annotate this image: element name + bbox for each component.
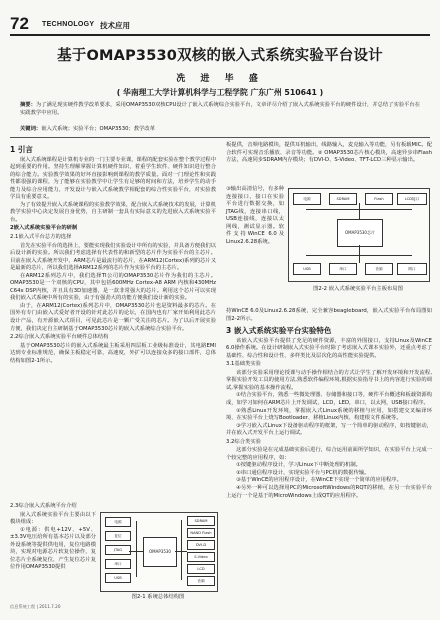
subsection-heading: 3.2综合类实验 bbox=[226, 438, 261, 445]
fig2-block: SDRAM bbox=[329, 193, 357, 205]
fig2-connector bbox=[306, 209, 412, 210]
abstract-text: 为了满足现实硬件教学改革要求，采用OMAP3530双核CPU设计了嵌入式系统综合实验平台，文章详尽介绍了嵌入式系统实验平台的硬件设计，并总结了实验平台在实践教学中应用。 bbox=[20, 102, 421, 116]
fig1-left-block: 串口 bbox=[105, 559, 131, 569]
keywords bbox=[20, 126, 420, 134]
right-column-bottom bbox=[226, 308, 432, 500]
paragraph: 在ARM12系列芯片中，我们选择TI公司的OMAP3530芯片作为我们的主芯片。OMAP3530是一个双核的CPU，其中包括600MHz Cortex-A8 ARM 内核和430MHz C64x DSP内核，并且具有3D加速器，是一款非常强大的芯片。利用这个芯片可以实现我们嵌入式系统中所有的实验，由于有强劲大的功能方便我们设计新的实验。 bbox=[10, 272, 216, 302]
paragraph: ①结合实验平台，熟悉一些微处理器、存储器和接口等，硬件平台概述和板载资源构成，如学习如何在ARM芯片上开发调试，LCD，LED，串口，以太网，USB接口程序。 bbox=[226, 392, 432, 407]
fig2-block: 串口 bbox=[329, 263, 357, 275]
abstract-label: 摘要： bbox=[20, 102, 36, 108]
fig2-block: 网口 bbox=[397, 263, 427, 275]
left-column-lower bbox=[10, 502, 96, 572]
paragraph: 该部分实验采用理论授课与动手操作相结合的方式让学生了解开发环境和开发流程,掌握实验开发工具的使用方法,熟悉软件编程环境,根据实验指导书上的内容进行实验的调试,掌握实验的基本操作流程。 bbox=[226, 369, 432, 391]
paper-title: 基于OMAP3530双核的嵌入式系统实验平台设计 bbox=[57, 48, 383, 64]
fig1-right-block: DVI-D bbox=[187, 540, 215, 550]
fig1-right-block: LCD bbox=[187, 564, 215, 574]
fig1-left-block: USB bbox=[105, 573, 131, 583]
fig1-right-block: NAND Flash bbox=[187, 528, 215, 538]
fig2-connector bbox=[359, 245, 360, 263]
paragraph: 由于，在ARM12(Cortex)系列芯片中，OMAP3530芯片也是资料最多的芯片。在国外有专门由嵌入式爱好者开设的针对此芯片的论坛，在国内也有厂家开始利用此芯片设计产品，有开源嵌入式项目，可见此芯片是一颗广受关注的芯片。为了以后开展实验方便，我们决定自主研制基于OMAP3530芯片的嵌入式系统综合实验平台。 bbox=[10, 302, 216, 332]
abstract bbox=[20, 102, 420, 117]
paragraph: ①电源：供电+12V、+5V、±3.3V电压给所有基本芯片以及部分外设系统等提供供电用，复位电路模块，实现对电源芯片软复位操作，复位芯片全系统复位，产生复位芯片复位作用OMAP3530提供 bbox=[10, 526, 96, 571]
paragraph: 嵌入式系统课程是计算机专业的一门主要专业课，课程的配套实验在整个教学过程中起到重要的作用。坚持生理解掌握计算机硬件知识，着重学生软件、硬件知识进行整合的综合能力。实验教学效果的好坏直接影响到课程的教学质量。面对一门理论性和实践性都很强的课程，为了能够在实验教学中让学生有足够的时间和方法，培养学生的动手能力及综合应用能力，开发设计与嵌入式系统教学相配套的综合性实验平台，对实验教学具有重要意义。 bbox=[10, 156, 216, 201]
section-heading: 3 嵌入式系统实验平台实验特色 bbox=[226, 326, 332, 336]
fig2-block: LCD接口 bbox=[397, 193, 427, 205]
fig1-right-block: SDRAM bbox=[187, 516, 215, 526]
paragraph: ③输出高清信号，有多种连接接口，接口在实验平台进行数据交换，如JTAG线，连接串口线，USB连接线，连接以太网线，测试显示器。软件支持WinCE 6.0及Linux2.6.28系统。 bbox=[226, 186, 284, 245]
fig1-center-block: OMAP3530 bbox=[143, 537, 177, 567]
paragraph: 基于OMAP3530芯片的嵌入式系统最主板采用四层板工业级标准设计，其电路EMI达到专业标准规范，确保主板稳定可靠，高速度，外扩可以连接众多的接口部件，总体结构如图2-1所示。 bbox=[10, 342, 216, 364]
section-heading: 2嵌入式系统实验平台的研制 bbox=[10, 225, 78, 232]
fig2-center-block: OMAP3530芯片 bbox=[337, 219, 383, 247]
paragraph: ①按键驱动程序设计，学习Linux下中断处理的机制。 bbox=[236, 462, 361, 469]
right-column-side bbox=[226, 186, 284, 246]
affiliation: ( 华南理工大学计算机科学与工程学院 广东广州 510641 ) bbox=[116, 88, 324, 97]
fig2-connector bbox=[359, 203, 360, 219]
paragraph: 板提供，音频电路模块，提供耳机输出，线路输入，麦克输入等功能，另有板载MIC。配合软件可实现音乐播放、录音等功能。② OMAP3530芯片核心模块，高速异步串Flash方法，高速同步SDRAM内存模块；有DVI-D、S-Video、TFT-LCD三种显示输出。 bbox=[226, 142, 432, 164]
fig1-left-block: 电源 bbox=[105, 517, 131, 527]
paragraph: ③基于WinCE的应用程序设计，在WinCE下实现一个简单的应用程序。 bbox=[236, 477, 402, 484]
keywords-text: 嵌入式系统；实验平台；OMAP3530；教学改革 bbox=[41, 126, 155, 132]
paragraph: 为了有效提升嵌入式系统课程的实验教学效果，配合嵌入式系统技术的发展，计算机教学实验中心决定发展自身优势，自主研制一套具有实际意义的先进嵌入式系统实验平台。 bbox=[10, 201, 216, 223]
paragraph: ④另外一种可以选择用PC的MicrosoftWindows的RQT的移植，在另一台实验平台上运行一个是基于的MicroWindows上成QT的应用程序。 bbox=[226, 485, 432, 499]
paragraph: ③学习嵌入式Linux下设备驱动程序的框架，写一个简单的驱动程序，如按键驱动，并在嵌入式开发平台上运行调试。 bbox=[226, 422, 432, 437]
figure-caption: 图2-2 嵌入式系统实验平台主板布局图 bbox=[313, 286, 403, 292]
fig2-block: 音频 bbox=[365, 263, 393, 275]
figure-caption: 图2-1 系统总体结构图 bbox=[131, 594, 185, 600]
fig2-block: USB bbox=[293, 263, 321, 275]
fig1-connector bbox=[181, 520, 182, 580]
section-heading: 1 引言 bbox=[10, 145, 33, 154]
paragraph: 首先在实验平台的选择上，要能实现我们实验设计中所有的实验，并具备方便我们以后设计新的实验。所以我们考虑选择有代表性的和新型的芯片作为实验平台的主芯片。目前在嵌入式系统开发中，ARM芯片是最流行的芯片，在ARM12(Cortex)系列的芯片又是最新的芯片，所以我们选择ARM12系列的芯片作为实验平台的主芯片。 bbox=[10, 242, 216, 272]
fig1-left-block: JTAG bbox=[105, 545, 131, 555]
keywords-label: 关键词： bbox=[20, 126, 42, 132]
fig1-right-block: 音频 bbox=[187, 576, 215, 586]
paragraph: 持WinCE 6.0及Linux2.6.28系统，完全兼容beagleboard，嵌入式实验平台布局图如图2-2所示。 bbox=[226, 308, 432, 322]
page-number: 72 bbox=[10, 14, 29, 33]
paragraph: 嵌入式系统实验平台主要由以下模块组成： bbox=[10, 511, 96, 526]
journal-name: TECHNOLOGY bbox=[42, 21, 95, 28]
paragraph: ②熟悉Linux开发环境，掌握嵌入式Linux系统的移植与应用，如搭建交叉编译环境、在实验平台上烧写Bootloader、移植Linux内核、构建根文件系统等。 bbox=[226, 407, 432, 422]
paragraph: ②串口通信程序设计，实现实验平台与PC机的数据传输。 bbox=[236, 469, 370, 476]
fig2-block: 电源 bbox=[293, 193, 321, 205]
author-names: 冼 进 毕 盛 bbox=[176, 74, 264, 84]
title-separator bbox=[10, 137, 430, 138]
subsection-heading: 2.1嵌入式平台总方的选择 bbox=[10, 234, 72, 241]
paragraph: 该嵌入式实验平台提供了充足的硬件资源，丰富的外围接口，支持Linux及WinCE 6.0操作系统。在设计研制嵌入式实验平台时除了考虑嵌入式课本实验外，还重点考虑了基础性、综合性和设计性，多样类比及层次化的高性能实验提供。 bbox=[226, 337, 432, 359]
fig1-right-block: S-Video bbox=[187, 552, 215, 562]
fig2-block: Flash bbox=[365, 193, 393, 205]
section-name: 技术应用 bbox=[100, 21, 130, 30]
figure-board-layout bbox=[288, 188, 430, 282]
paragraph: 这部分实验是在完成基础实验后进行，综合运用前面所学知识，在实验平台上完成一个较完整的应用程序，如： bbox=[226, 447, 432, 461]
subsection-heading: 3.1基础类实验 bbox=[226, 361, 261, 368]
fig1-left-block: 复位 bbox=[105, 531, 131, 541]
subsection-heading: 2.2综合嵌入式系统实验平台硬件总体结构 bbox=[10, 334, 109, 341]
right-column-top bbox=[226, 142, 432, 165]
page-footer: 信息系统工程 | 2011.7.20 bbox=[10, 604, 61, 609]
subsection-heading: 2.3综合嵌入式系统平台介绍 bbox=[10, 503, 77, 509]
figure-system-structure bbox=[100, 512, 218, 592]
left-column bbox=[10, 142, 216, 365]
fig2-connector bbox=[306, 255, 412, 256]
fig1-connector bbox=[136, 521, 137, 577]
